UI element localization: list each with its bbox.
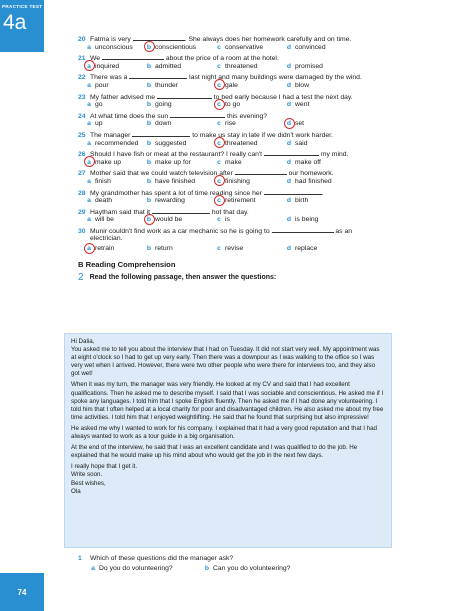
- answer-option-c[interactable]: [216, 43, 263, 53]
- answer-option-c[interactable]: [216, 244, 243, 254]
- option-text: pour: [95, 81, 109, 89]
- option-letter: b: [146, 245, 152, 253]
- option-letter: b: [146, 101, 152, 109]
- question-list: [78, 33, 418, 284]
- question-number: 1: [78, 555, 82, 562]
- option-letter: a: [87, 81, 91, 89]
- options-row: [78, 119, 418, 129]
- unit-tab: [0, 0, 44, 52]
- answer-option-a[interactable]: [86, 177, 111, 187]
- options-row: [78, 100, 418, 110]
- answer-option-a[interactable]: [86, 43, 133, 53]
- option-text: will be: [95, 216, 114, 224]
- question-text: My grandmother has spent a lot of time reading since her: [90, 189, 264, 197]
- question-text: Which of these questions did the manager ask?: [90, 555, 234, 562]
- question-number: 24: [78, 112, 86, 120]
- option-letter: d: [286, 216, 292, 224]
- answer-option-c[interactable]: [216, 81, 238, 91]
- option-letter: a: [91, 564, 95, 572]
- option-letter: d: [286, 139, 292, 147]
- options-row: [78, 244, 418, 254]
- option-text: go: [95, 101, 103, 109]
- question-number: 28: [78, 189, 86, 197]
- unit-number: 4a: [3, 11, 27, 34]
- option-text: gale: [225, 81, 238, 89]
- question-number: 21: [78, 55, 86, 63]
- option-text: finishing: [225, 177, 250, 185]
- answer-blank[interactable]: [272, 225, 334, 233]
- question-number: 29: [78, 208, 86, 216]
- answer-option-d[interactable]: [286, 158, 321, 168]
- comprehension-question: [78, 554, 398, 564]
- question-number: 26: [78, 151, 86, 159]
- answer-option-c[interactable]: [216, 139, 258, 149]
- answer-blank[interactable]: [264, 187, 322, 195]
- task-instruction: [78, 272, 418, 284]
- answer-option-c[interactable]: [216, 62, 258, 72]
- answer-option-b[interactable]: [146, 139, 186, 149]
- answer-option-d[interactable]: [286, 100, 309, 110]
- option-letter: d: [286, 158, 292, 166]
- question-text: our homework.: [286, 170, 334, 178]
- options-row: [78, 158, 418, 168]
- options-row: [78, 196, 418, 206]
- answer-blank[interactable]: [152, 206, 210, 214]
- question-text: Fatma is very: [90, 36, 133, 43]
- option-text: threatened: [225, 62, 258, 70]
- question-text: this evening?: [225, 112, 268, 120]
- question-number: 23: [78, 93, 86, 101]
- option-text: finish: [95, 177, 111, 185]
- answer-option-c[interactable]: [216, 177, 250, 187]
- answer-option-b[interactable]: [146, 62, 181, 72]
- option-letter: a: [87, 43, 91, 51]
- question-text: We: [90, 55, 102, 63]
- question-line: [78, 71, 418, 81]
- option-text: recommended: [95, 139, 139, 147]
- answer-option-b[interactable]: [204, 564, 290, 574]
- question-line: [78, 167, 418, 177]
- option-text: convinced: [295, 43, 326, 51]
- option-letter: d: [286, 81, 292, 89]
- question-line: [78, 52, 418, 62]
- option-text: said: [295, 139, 308, 147]
- options-row: [78, 43, 418, 53]
- answer-option-a[interactable]: [86, 81, 109, 91]
- answer-option-b[interactable]: [146, 119, 171, 129]
- option-letter: c: [217, 158, 221, 166]
- letter-paragraph: I really hope that I get it.: [71, 463, 138, 471]
- answer-option-c[interactable]: [216, 100, 240, 110]
- letter-paragraph: He asked me why I wanted to work for his company. I explained that it had a very good reputation and that I had always wanted to work as a tour guide in a big organisation.: [71, 424, 377, 441]
- answer-option-b[interactable]: [146, 100, 172, 110]
- question-line: electrician.: [90, 235, 123, 243]
- question-text: Haytham said that it: [90, 208, 152, 216]
- option-text: to go: [225, 101, 241, 109]
- option-letter: d: [286, 197, 292, 205]
- option-letter: a: [87, 139, 91, 147]
- question-line: [78, 91, 418, 101]
- option-letter: c: [217, 216, 221, 224]
- answer-option-a[interactable]: [86, 158, 121, 168]
- question-number: 30: [78, 227, 86, 235]
- option-letter: c: [217, 43, 221, 51]
- answer-option-b[interactable]: [146, 215, 182, 225]
- answer-option-c[interactable]: [216, 158, 242, 168]
- question-number: 20: [78, 36, 86, 43]
- task-text: Read the following passage, then answer the questions:: [89, 274, 277, 282]
- answer-option-a[interactable]: [86, 139, 138, 149]
- option-text: rewarding: [155, 197, 185, 205]
- answer-option-c[interactable]: [216, 119, 236, 129]
- option-letter: b: [146, 216, 152, 224]
- option-text: is being: [295, 216, 319, 224]
- answer-option-c[interactable]: [216, 215, 230, 225]
- option-letter: a: [87, 245, 91, 253]
- question-text: my mind.: [318, 151, 349, 159]
- letter-paragraph: When it was my turn, the manager was very friendly. He looked at my CV and said that I had excellent qualifications. Then he asked me to describe myself. I said that I was sociable and conscientious. He asked me if I spoke any languages. I told him that I spoke English fluently. Then he asked me if I had done any volunteering. I told him that I often helped at a local charity for poor and disadvantaged children. He also asked me about my free time activities. I told him that I enjoyed weightlifting. He said that he found that surprising but also impressive!: [71, 381, 384, 421]
- section-title: B Reading Comprehension: [78, 259, 176, 269]
- option-letter: a: [87, 177, 91, 185]
- letter-paragraph: Write soon.: [71, 471, 103, 479]
- answer-option-d[interactable]: [286, 62, 323, 72]
- question-text: about the price of a room at the hotel.: [163, 55, 279, 63]
- option-letter: d: [286, 43, 292, 51]
- option-text: had finished: [295, 177, 332, 185]
- question-text: .: [321, 189, 324, 197]
- option-letter: a: [87, 101, 91, 109]
- answer-blank[interactable]: [133, 33, 185, 41]
- option-text: went: [295, 101, 310, 109]
- question-text: My father advised me: [90, 93, 157, 101]
- option-letter: c: [217, 177, 221, 185]
- options-row: [78, 81, 418, 91]
- option-letter: a: [87, 216, 91, 224]
- question-line: [78, 110, 418, 120]
- letter-paragraph: You asked me to tell you about the interview that I had on Tuesday. It did not start very well. My appointment was at eight o'clock so I had to get up very early. Then there was a downpour as I was walking to the office so I was very wet when I arrived. However, there were two other people who were there for interviews too, and they also got wet!: [71, 346, 380, 378]
- option-letter: d: [286, 120, 292, 128]
- answer-option-a[interactable]: [86, 62, 119, 72]
- question-line: [78, 187, 418, 197]
- answer-option-b[interactable]: [146, 177, 195, 187]
- question-number: 22: [78, 74, 86, 82]
- answer-option-b[interactable]: [146, 158, 191, 168]
- question-text: Should I have fish or meat at the restaurant? I really can't: [90, 151, 264, 159]
- question-text: as an: [333, 227, 353, 235]
- option-text: death: [95, 197, 113, 205]
- option-text: Do you do volunteering?: [99, 564, 173, 572]
- option-letter: d: [286, 62, 292, 70]
- option-letter: c: [217, 245, 221, 253]
- option-text: is: [225, 216, 230, 224]
- letter-paragraph: Ola: [71, 487, 81, 495]
- options-row: [78, 177, 418, 187]
- question-text: to bed early because I had a test the next day.: [211, 93, 353, 101]
- answer-option-b[interactable]: [146, 43, 196, 53]
- option-text: going: [155, 101, 172, 109]
- option-text: would be: [155, 216, 183, 224]
- option-text: down: [155, 120, 172, 128]
- question-line: [78, 206, 418, 216]
- page-number: 74: [0, 573, 44, 611]
- question-text: Mother said that we could watch television after: [90, 170, 235, 178]
- question-line: [78, 129, 418, 139]
- option-letter: b: [146, 81, 152, 89]
- option-letter: d: [286, 177, 292, 185]
- option-text: make up for: [155, 158, 191, 166]
- option-letter: a: [87, 120, 91, 128]
- answer-blank[interactable]: [264, 148, 319, 156]
- answer-option-d[interactable]: [286, 81, 309, 91]
- option-letter: b: [204, 564, 210, 572]
- options-row: [78, 139, 418, 149]
- answer-blank[interactable]: [157, 91, 212, 99]
- option-text: make: [225, 158, 242, 166]
- option-text: inquired: [95, 62, 120, 70]
- answer-blank[interactable]: [235, 167, 287, 175]
- option-letter: a: [87, 62, 91, 70]
- option-letter: c: [217, 197, 221, 205]
- answer-blank[interactable]: [102, 52, 164, 60]
- answer-option-c[interactable]: [216, 196, 256, 206]
- answer-option-d[interactable]: [286, 119, 304, 129]
- letter-paragraph: Hi Dalia,: [71, 338, 95, 345]
- option-text: conservative: [225, 43, 264, 51]
- answer-option-b[interactable]: [146, 244, 173, 254]
- question-line: [78, 225, 418, 235]
- option-letter: b: [146, 139, 152, 147]
- answer-blank[interactable]: [132, 129, 190, 137]
- option-text: revise: [225, 245, 244, 253]
- question-text: . She always does her homework carefully and on time.: [184, 36, 352, 43]
- letter-paragraph: At the end of the interview, he said that I was an excellent candidate and I was qualified to do the job. He explained that he would make up his mind about who would get the job in the next few days.: [71, 444, 358, 460]
- option-letter: c: [217, 81, 221, 89]
- reading-passage: [64, 333, 392, 548]
- answer-option-b[interactable]: [146, 81, 178, 91]
- option-text: return: [155, 245, 173, 253]
- question-text: The manager: [90, 131, 133, 139]
- question-text: last night and many buildings were damaged by the wind.: [187, 74, 362, 82]
- answer-option-d[interactable]: [286, 196, 308, 206]
- option-text: suggested: [155, 139, 187, 147]
- option-text: set: [295, 120, 305, 128]
- option-text: make up: [95, 158, 122, 166]
- letter-paragraph: Best wishes,: [71, 479, 106, 487]
- option-letter: c: [217, 62, 221, 70]
- option-text: conscientious: [155, 43, 197, 51]
- option-text: make off: [295, 158, 321, 166]
- answer-option-d[interactable]: [286, 177, 332, 187]
- answer-blank[interactable]: [129, 71, 187, 79]
- question-text: hot that day.: [209, 208, 249, 216]
- option-text: promised: [295, 62, 323, 70]
- option-letter: b: [146, 197, 152, 205]
- option-text: thunder: [155, 81, 179, 89]
- option-text: birth: [295, 197, 309, 205]
- option-text: unconscious: [95, 43, 133, 51]
- option-text: threatened: [225, 139, 258, 147]
- option-letter: b: [146, 177, 152, 185]
- answer-option-a[interactable]: [86, 244, 114, 254]
- option-text: Can you do volunteering?: [213, 564, 291, 572]
- option-letter: c: [217, 120, 221, 128]
- option-text: retrain: [95, 245, 115, 253]
- question-number: 27: [78, 170, 86, 178]
- comprehension-questions: [78, 554, 398, 573]
- option-letter: c: [217, 101, 221, 109]
- question-number: 25: [78, 131, 86, 139]
- answer-option-d[interactable]: [286, 215, 318, 225]
- answer-option-d[interactable]: [286, 139, 307, 149]
- option-letter: d: [286, 245, 292, 253]
- option-text: have finished: [155, 177, 196, 185]
- question-line: [78, 33, 418, 43]
- option-letter: d: [286, 101, 292, 109]
- question-line: [78, 148, 418, 158]
- answer-option-a[interactable]: [86, 100, 103, 110]
- question-text: to make us stay in late if we didn't work harder.: [190, 131, 333, 139]
- option-letter: b: [146, 120, 152, 128]
- option-letter: b: [146, 62, 152, 70]
- practice-test-label: PRACTICE TEST: [2, 4, 43, 9]
- answer-option-a[interactable]: [86, 119, 103, 129]
- answer-option-d[interactable]: [286, 244, 317, 254]
- question-text: There was a: [90, 74, 130, 82]
- task-number: 2: [78, 272, 84, 284]
- answer-option-a[interactable]: [90, 564, 173, 574]
- question-text: Munir couldn't find work as a car mechanic so he is going to: [90, 227, 272, 235]
- option-text: up: [95, 120, 103, 128]
- option-text: rise: [225, 120, 236, 128]
- sidebar: [0, 0, 48, 611]
- answer-option-b[interactable]: [146, 196, 185, 206]
- answer-option-a[interactable]: [86, 215, 114, 225]
- option-letter: b: [146, 43, 152, 51]
- answer-option-d[interactable]: [286, 43, 326, 53]
- option-letter: b: [146, 158, 152, 166]
- option-text: blow: [295, 81, 309, 89]
- option-letter: a: [87, 197, 91, 205]
- option-text: retirement: [225, 197, 256, 205]
- option-text: replace: [295, 245, 318, 253]
- option-text: admitted: [155, 62, 182, 70]
- option-letter: c: [217, 139, 221, 147]
- options-row: [78, 564, 398, 574]
- question-text: At what time does the sun: [90, 112, 171, 120]
- answer-blank[interactable]: [170, 110, 225, 118]
- options-row: [78, 62, 418, 72]
- options-row: [78, 215, 418, 225]
- answer-option-a[interactable]: [86, 196, 112, 206]
- option-letter: a: [87, 158, 91, 166]
